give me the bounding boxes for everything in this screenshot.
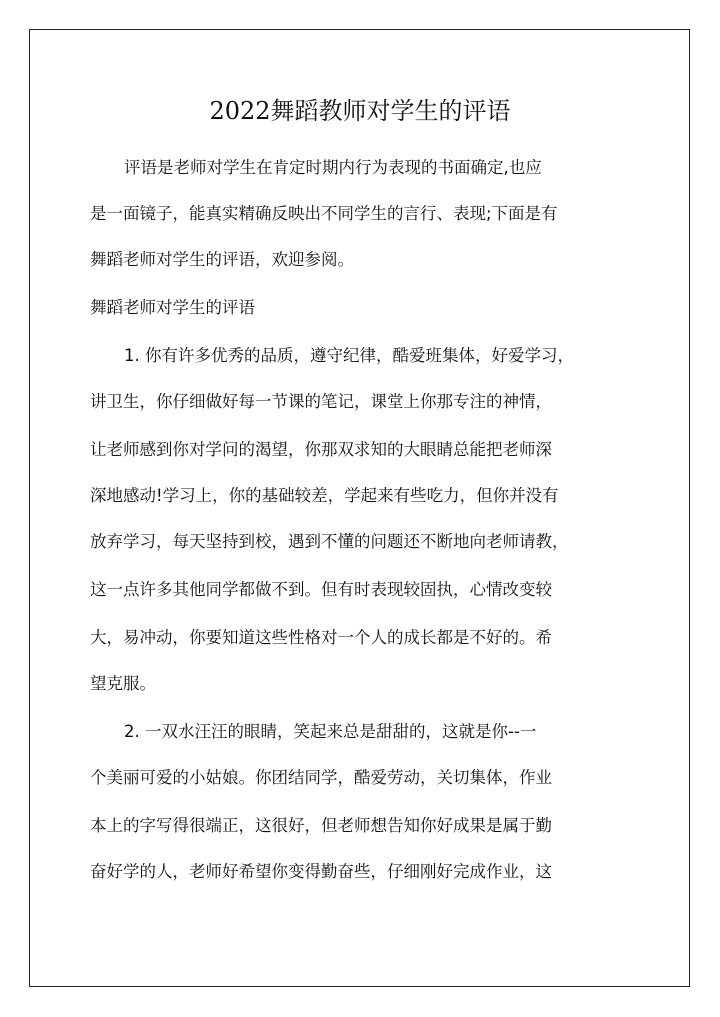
intro-line: 舞蹈老师对学生的评语，欢迎参阅。 <box>90 250 354 269</box>
item1-line: 大，易冲动，你要知道这些性格对一个人的成长都是不好的。希 <box>90 628 552 647</box>
item1-line: 1. 你有许多优秀的品质，遵守纪律，酷爱班集体，好爱学习， <box>124 346 574 365</box>
item1-line: 这一点许多其他同学都做不到。但有时表现较固执，心情改变较 <box>90 580 552 599</box>
item2-line: 2. 一双水汪汪的眼睛，笑起来总是甜甜的，这就是你--一 <box>124 722 537 741</box>
item2-line: 本上的字写得很端正，这很好，但老师想告知你好成果是属于勤 <box>90 816 552 835</box>
item1-line: 深地感动!学习上，你的基础较差，学起来有些吃力，但你并没有 <box>90 486 559 505</box>
item2-line: 个美丽可爱的小姑娘。你团结同学，酷爱劳动，关切集体，作业 <box>90 768 552 787</box>
item1-line: 让老师感到你对学问的渴望，你那双求知的大眼睛总能把老师深 <box>90 440 552 459</box>
document-title: 2022舞蹈教师对学生的评语 <box>209 97 511 125</box>
intro-line: 是一面镜子，能真实精确反映出不同学生的言行、表现;下面是有 <box>90 204 558 223</box>
item1-line: 望克服。 <box>90 674 156 693</box>
section-subheading: 舞蹈老师对学生的评语 <box>90 298 255 317</box>
intro-line: 评语是老师对学生在肯定时期内行为表现的书面确定,也应 <box>124 158 542 177</box>
item1-line: 放弃学习，每天坚持到校，遇到不懂的问题还不断地向老师请教， <box>90 532 569 551</box>
item2-line: 奋好学的人，老师好希望你变得勤奋些，仔细刚好完成作业，这 <box>90 862 552 881</box>
item1-line: 讲卫生，你仔细做好每一节课的笔记，课堂上你那专注的神情， <box>90 392 552 411</box>
